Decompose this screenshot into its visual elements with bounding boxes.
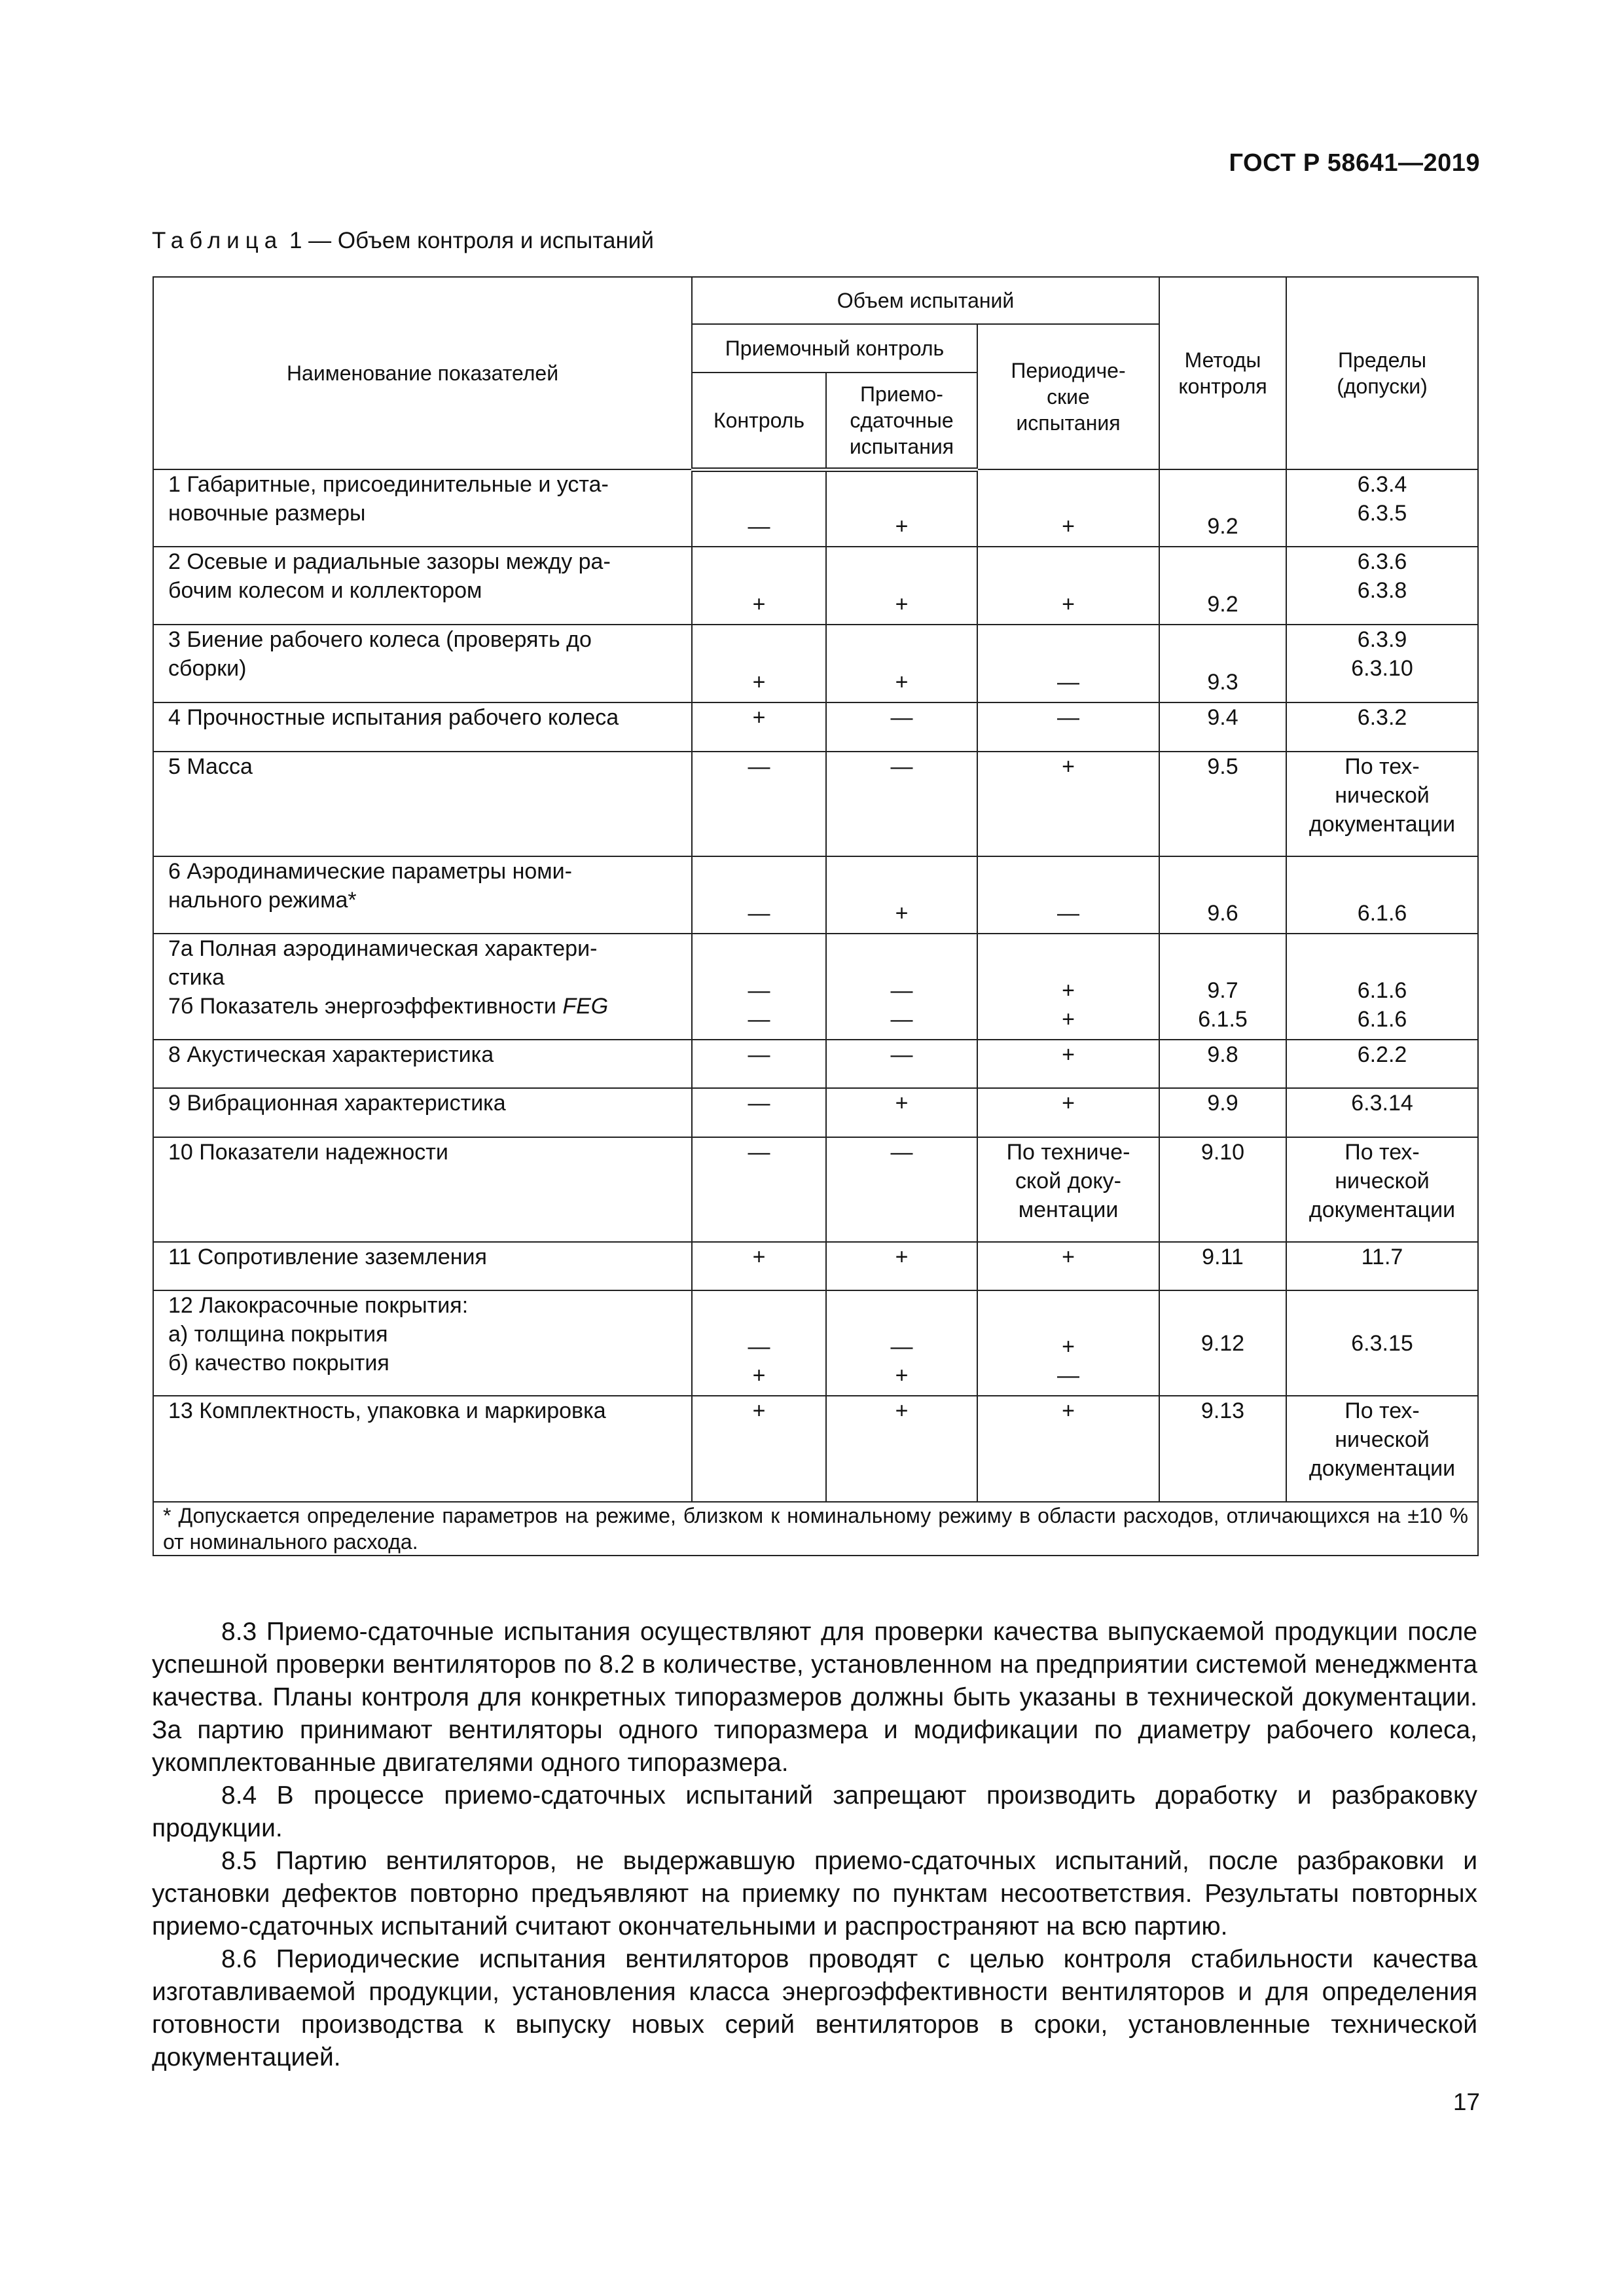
cell-delivery: +: [826, 547, 977, 625]
row-name: 1 Габаритные, присоединительные и уста- новочные размеры: [153, 469, 692, 547]
cell-periodic: +: [977, 1396, 1159, 1502]
row-name: 2 Осевые и радиальные зазоры между ра- бочим колесом и коллектором: [153, 547, 692, 625]
cell-control: —: [692, 856, 826, 934]
cell-delivery: — —: [826, 934, 977, 1040]
row-name: 12 Лакокрасочные покрытия: а) толщина покрытия б) качество покрытия: [153, 1290, 692, 1396]
cell-delivery: +: [826, 469, 977, 547]
cell-limits: 6.3.2: [1286, 702, 1478, 752]
table-caption-text: 1 — Объем контроля и испытаний: [289, 228, 654, 253]
header-methods: Методы контроля: [1159, 277, 1286, 469]
row-name: 8 Акустическая характеристика: [153, 1040, 692, 1088]
cell-delivery: —: [826, 1137, 977, 1242]
page-number: 17: [1453, 2088, 1480, 2115]
row-name: 4 Прочностные испытания рабочего колеса: [153, 702, 692, 752]
cell-periodic: По техниче- ской доку- ментации: [977, 1137, 1159, 1242]
table-row: [153, 856, 1478, 934]
header-periodic-tests: Периодиче- ские испытания: [977, 324, 1159, 469]
paragraph-8-6: 8.6 Периодические испытания вентиляторов проводят с целью контроля стабильности качества изготавливаемой продукции, установления класса энергоэффективности вентиляторов и для определения готовности производства к выпуску новых серий вентиляторов в сроки, установленные технической документацией.: [152, 1945, 1477, 2071]
cell-periodic: +: [977, 547, 1159, 625]
table-row: [153, 934, 1478, 1040]
table-row: [153, 1242, 1478, 1290]
table-row: [153, 1040, 1478, 1088]
cell-periodic: +: [977, 1088, 1159, 1137]
table-row: [153, 702, 1478, 752]
cell-delivery: +: [826, 1396, 977, 1502]
cell-control: —: [692, 1040, 826, 1088]
header-limits: Пределы (допуски): [1286, 277, 1478, 469]
cell-delivery: +: [826, 1242, 977, 1290]
header-acceptance-control: Приемочный контроль: [692, 324, 977, 373]
cell-control: — —: [692, 934, 826, 1040]
table-row: [153, 1088, 1478, 1137]
table-row: [153, 1137, 1478, 1242]
header-name: Наименование показателей: [153, 277, 692, 469]
row-name: 9 Вибрационная характеристика: [153, 1088, 692, 1137]
cell-method: 9.12: [1159, 1290, 1286, 1396]
cell-control: —: [692, 752, 826, 856]
inspection-table: [153, 276, 1479, 1556]
cell-limits: По тех- нической документации: [1286, 1137, 1478, 1242]
row-name: 3 Биение рабочего колеса (проверять до сборки): [153, 625, 692, 702]
row-name-7a: 7а Полная аэродинамическая характери- стика: [168, 936, 598, 990]
cell-delivery: —: [826, 752, 977, 856]
cell-limits: По тех- нической документации: [1286, 752, 1478, 856]
cell-method: 9.3: [1159, 625, 1286, 702]
cell-periodic: +: [977, 469, 1159, 547]
cell-method: 9.11: [1159, 1242, 1286, 1290]
cell-method: 9.4: [1159, 702, 1286, 752]
cell-delivery: +: [826, 856, 977, 934]
row-name: 11 Сопротивление заземления: [153, 1242, 692, 1290]
header-test-scope: Объем испытаний: [692, 277, 1159, 324]
cell-control: +: [692, 547, 826, 625]
table-row: [153, 469, 1478, 547]
cell-limits: 6.2.2: [1286, 1040, 1478, 1088]
cell-periodic: + +: [977, 934, 1159, 1040]
row-name: 6 Аэродинамические параметры номи- нального режима*: [153, 856, 692, 934]
cell-delivery: —: [826, 702, 977, 752]
table-caption-label: Таблица: [152, 228, 283, 253]
header-delivery-tests: Приемо- сдаточные испытания: [826, 373, 977, 469]
table-row: [153, 625, 1478, 702]
cell-limits: 6.3.9 6.3.10: [1286, 625, 1478, 702]
cell-periodic: +: [977, 752, 1159, 856]
cell-limits: 6.3.4 6.3.5: [1286, 469, 1478, 547]
row-name: 5 Масса: [153, 752, 692, 856]
row-name: 10 Показатели надежности: [153, 1137, 692, 1242]
cell-method: 9.13: [1159, 1396, 1286, 1502]
paragraph-8-4: 8.4 В процессе приемо-сдаточных испытаний запрещают производить доработку и разбраковку продукции.: [152, 1781, 1477, 1842]
cell-delivery: —: [826, 1040, 977, 1088]
cell-control: +: [692, 625, 826, 702]
feg-term: FEG: [562, 994, 609, 1019]
cell-control: —: [692, 469, 826, 547]
cell-method: 9.5: [1159, 752, 1286, 856]
cell-control: +: [692, 1242, 826, 1290]
cell-delivery: +: [826, 1088, 977, 1137]
cell-periodic: +: [977, 1040, 1159, 1088]
table-footnote: * Допускается определение параметров на режиме, близком к номинальному режиму в области расходов, отличающихся на ±10 % от номинального расхода.: [153, 1502, 1478, 1556]
cell-limits: 6.3.14: [1286, 1088, 1478, 1137]
cell-delivery: — +: [826, 1290, 977, 1396]
table-row: [153, 547, 1478, 625]
cell-method: 9.2: [1159, 469, 1286, 547]
cell-control: +: [692, 702, 826, 752]
body-text: [152, 1616, 1477, 2074]
row-name-7: [153, 934, 692, 1040]
table-row: [153, 1290, 1478, 1396]
cell-limits: 6.3.15: [1286, 1290, 1478, 1396]
cell-method: 9.10: [1159, 1137, 1286, 1242]
table-footnote-row: [153, 1502, 1478, 1556]
cell-method: 9.7 6.1.5: [1159, 934, 1286, 1040]
cell-control: —: [692, 1137, 826, 1242]
cell-limits: 11.7: [1286, 1242, 1478, 1290]
cell-method: 9.2: [1159, 547, 1286, 625]
cell-delivery: +: [826, 625, 977, 702]
cell-method: 9.8: [1159, 1040, 1286, 1088]
table-caption: [152, 228, 654, 254]
row-name-7b: 7б Показатель энергоэффективности: [168, 994, 556, 1019]
cell-control: — +: [692, 1290, 826, 1396]
header-control: Контроль: [692, 373, 826, 469]
cell-periodic: —: [977, 625, 1159, 702]
cell-periodic: + —: [977, 1290, 1159, 1396]
paragraph-8-5: 8.5 Партию вентиляторов, не выдержавшую приемо-сдаточных испытаний, после разбраковки и установки дефектов повторно предъявляют на приемку по пунктам несоответствия. Результаты повторных приемо-сдаточных испытаний считают окончательными и распространяют на всю партию.: [152, 1847, 1477, 1941]
paragraph-8-3: 8.3 Приемо-сдаточные испытания осуществляют для проверки качества выпускаемой продукции после успешной проверки вентиляторов по 8.2 в количестве, установленном на предприятии системой менеджмента качества. Планы контроля для конкретных типоразмеров должны быть указаны в технической документации. За партию принимают вентиляторы одного типоразмера и модификации по диаметру рабочего колеса, укомплектованные двигателями одного типоразмера.: [152, 1618, 1477, 1777]
table-row: [153, 752, 1478, 856]
cell-method: 9.6: [1159, 856, 1286, 934]
cell-control: +: [692, 1396, 826, 1502]
row-name: 13 Комплектность, упаковка и маркировка: [153, 1396, 692, 1502]
cell-limits: 6.1.6 6.1.6: [1286, 934, 1478, 1040]
document-header: ГОСТ Р 58641—2019: [1229, 149, 1480, 177]
cell-method: 9.9: [1159, 1088, 1286, 1137]
cell-control: —: [692, 1088, 826, 1137]
cell-limits: 6.1.6: [1286, 856, 1478, 934]
cell-periodic: —: [977, 702, 1159, 752]
cell-limits: 6.3.6 6.3.8: [1286, 547, 1478, 625]
cell-limits: По тех- нической документации: [1286, 1396, 1478, 1502]
cell-periodic: —: [977, 856, 1159, 934]
cell-periodic: +: [977, 1242, 1159, 1290]
table-row: [153, 1396, 1478, 1502]
